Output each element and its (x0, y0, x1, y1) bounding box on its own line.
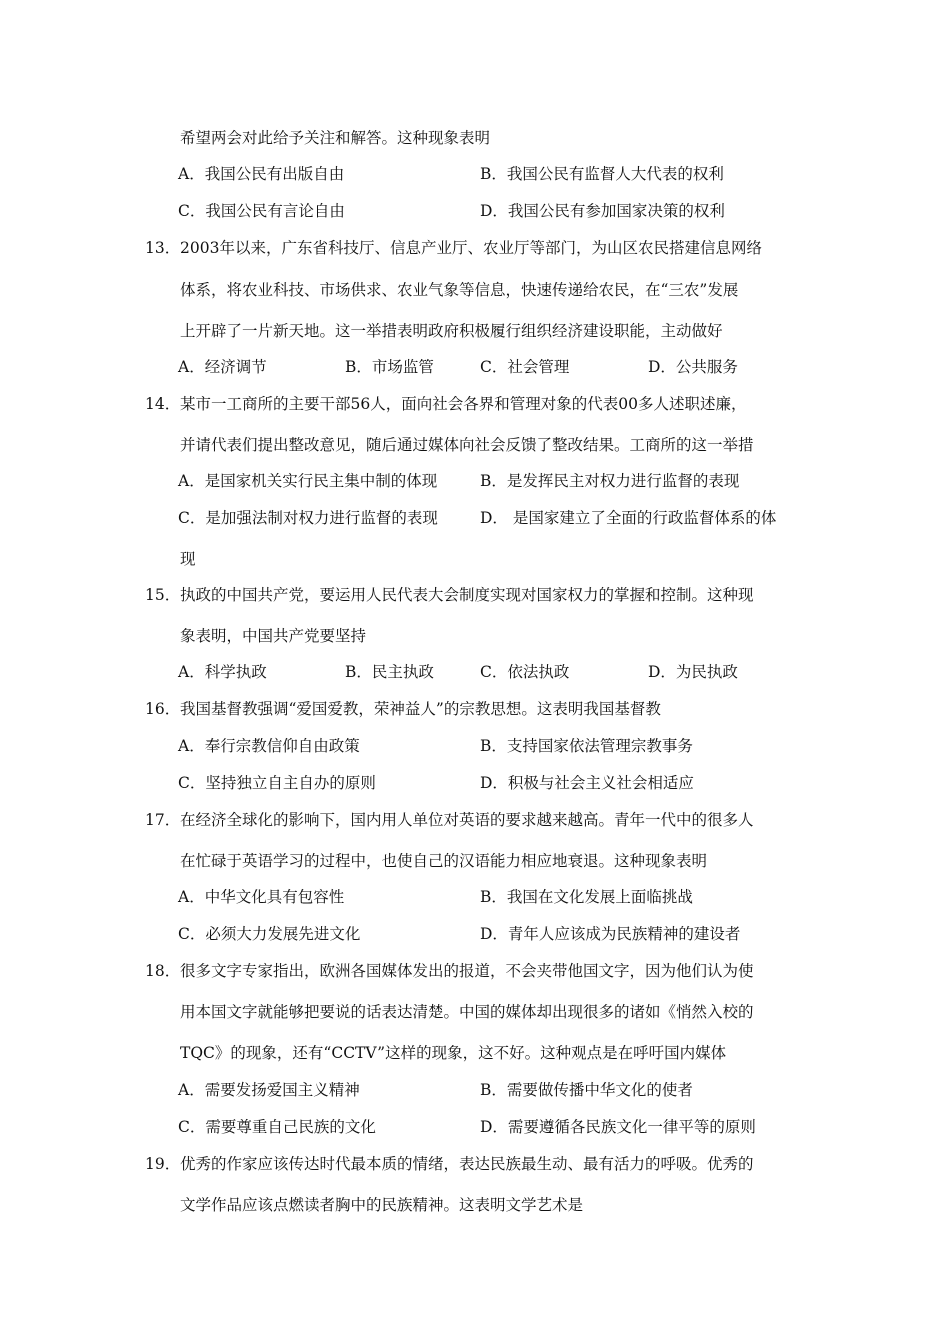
q13-stem-line1: 2003年以来，广东省科技厅、信息产业厅、农业厅等部门，为山区农民搭建信息网络 (180, 239, 762, 257)
q18-number: 18． (145, 962, 181, 980)
q13-stem-line2: 体系，将农业科技、市场供求、农业气象等信息，快速传递给农民，在“三农”发展 (180, 281, 739, 299)
q13-option-b: B．市场监管 (345, 358, 434, 376)
q19-stem-line2: 文学作品应该点燃读者胸中的民族精神。这表明文学艺术是 (180, 1196, 584, 1214)
q14-option-d: D． 是国家建立了全面的行政监督体系的体 (480, 509, 777, 527)
q17-stem-line2: 在忙碌于英语学习的过程中，也使自己的汉语能力相应地衰退。这种现象表明 (180, 852, 708, 870)
q15-option-d: D．为民执政 (648, 663, 738, 681)
q14-option-d-continuation: 现 (180, 550, 196, 568)
q14-option-b: B．是发挥民主对权力进行监督的表现 (480, 472, 740, 490)
q19-number: 19． (145, 1155, 181, 1173)
q18-stem-line1: 很多文字专家指出，欧洲各国媒体发出的报道，不会夹带他国文字，因为他们认为使 (180, 962, 754, 980)
q13-number: 13． (145, 239, 181, 257)
q15-stem-line2: 象表明，中国共产党要坚持 (180, 627, 367, 645)
q18-option-a: A．需要发扬爱国主义精神 (178, 1081, 360, 1099)
q17-option-a: A．中华文化具有包容性 (178, 888, 345, 906)
q18-stem-line3: TQC》的现象，还有“CCTV”这样的现象，这不好。这种观点是在呼吁国内媒体 (180, 1044, 727, 1062)
q17-option-d: D．青年人应该成为民族精神的建设者 (480, 925, 741, 943)
q16-option-a: A．奉行宗教信仰自由政策 (178, 737, 360, 755)
q19-stem-line1: 优秀的作家应该传达时代最本质的情绪，表达民族最生动、最有活力的呼吸。优秀的 (180, 1155, 754, 1173)
q12-option-a: A．我国公民有出版自由 (178, 165, 345, 183)
q16-option-d: D．积极与社会主义社会相适应 (480, 774, 694, 792)
q13-option-c: C．社会管理 (480, 358, 570, 376)
q13-option-a: A．经济调节 (178, 358, 267, 376)
q13-stem-line3: 上开辟了一片新天地。这一举措表明政府积极履行组织经济建设职能，主动做好 (180, 322, 723, 340)
q15-option-c: C．依法执政 (480, 663, 570, 681)
q15-stem-line1: 执政的中国共产党，要运用人民代表大会制度实现对国家权力的掌握和控制。这种现 (180, 586, 754, 604)
q18-option-b: B．需要做传播中华文化的使者 (480, 1081, 693, 1099)
q18-stem-line2: 用本国文字就能够把要说的话表达清楚。中国的媒体却出现很多的诸如《悄然入校的 (180, 1003, 754, 1021)
q16-option-b: B．支持国家依法管理宗教事务 (480, 737, 693, 755)
q12-option-c: C．我国公民有言论自由 (178, 202, 345, 220)
q18-option-c: C．需要尊重自己民族的文化 (178, 1118, 376, 1136)
q18-option-d: D．需要遵循各民族文化一律平等的原则 (480, 1118, 756, 1136)
q14-option-a: A．是国家机关实行民主集中制的体现 (178, 472, 438, 490)
q16-option-c: C．坚持独立自主自办的原则 (178, 774, 376, 792)
q15-number: 15． (145, 586, 181, 604)
q12-option-b: B．我国公民有监督人大代表的权利 (480, 165, 724, 183)
q14-stem-line2: 并请代表们提出整改意见，随后通过媒体向社会反馈了整改结果。工商所的这一举措 (180, 436, 754, 454)
q15-option-a: A．科学执政 (178, 663, 267, 681)
q15-option-b: B．民主执政 (345, 663, 434, 681)
question-12-stem-end: 希望两会对此给予关注和解答。这种现象表明 (180, 129, 491, 147)
q16-number: 16． (145, 700, 181, 718)
q17-option-b: B．我国在文化发展上面临挑战 (480, 888, 693, 906)
q13-option-d: D．公共服务 (648, 358, 738, 376)
q17-option-c: C．必须大力发展先进文化 (178, 925, 361, 943)
q14-number: 14． (145, 395, 181, 413)
q14-stem-line1: 某市一工商所的主要干部56人，面向社会各界和管理对象的代表00多人述职述廉， (180, 395, 747, 413)
q17-stem-line1: 在经济全球化的影响下，国内用人单位对英语的要求越来越高。青年一代中的很多人 (180, 811, 754, 829)
q12-option-d: D．我国公民有参加国家决策的权利 (480, 202, 725, 220)
q17-number: 17． (145, 811, 181, 829)
q16-stem-line1: 我国基督教强调“爱国爱教，荣神益人”的宗教思想。这表明我国基督教 (180, 700, 661, 718)
q14-option-c: C．是加强法制对权力进行监督的表现 (178, 509, 438, 527)
